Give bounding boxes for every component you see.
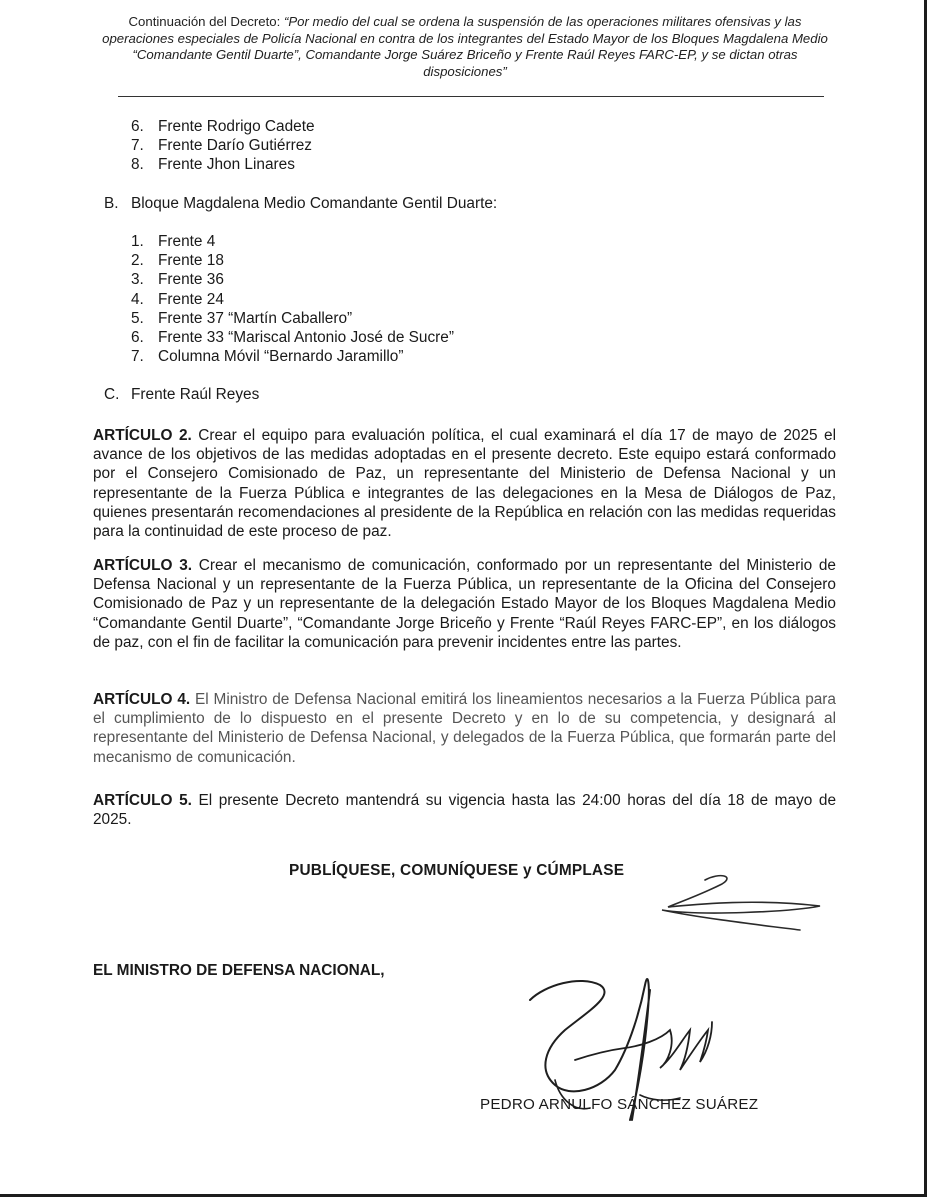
list-item: 1. Frente 4 <box>131 233 216 250</box>
article-label: ARTÍCULO 2. <box>93 427 192 444</box>
list-item: 2. Frente 18 <box>131 252 224 270</box>
list-item: 7. Frente Darío Gutiérrez <box>131 137 312 155</box>
list-item: 5. Frente 37 “Martín Caballero” <box>131 309 353 327</box>
initials-mark <box>662 876 820 930</box>
list-item: 4. Frente 24 <box>131 290 224 308</box>
list-item: 7. Columna Móvil “Bernardo Jaramillo” <box>131 348 404 366</box>
article-label: ARTÍCULO 3. <box>93 557 193 574</box>
minister-title: EL MINISTRO DE DEFENSA NACIONAL, <box>93 962 385 979</box>
article-text: Crear el equipo para evaluación política, el cual examinará el día 17 de mayo de 2025 el avance de los objetivos de las medidas adoptadas en el presente decreto. Este equipo estará conformado por el Consejero Comisionado de Paz, un representante del Ministerio de Defensa Nacional y un representante de la Fuerza Pública e integrantes de las delegaciones en la Mesa de Diálogos de Paz, quienes presentarán recomendaciones al presidente de la República en relación con las medidas requeridas para la continuidad de este proceso de paz. <box>93 427 836 541</box>
article-label: ARTÍCULO 4. <box>93 691 191 708</box>
list-item: 3. Frente 36 <box>131 271 224 289</box>
list-item: 8. Frente Jhon Linares <box>131 156 295 174</box>
list-item: 6. Frente 33 “Mariscal Antonio José de Sucre” <box>131 329 454 347</box>
article-text: El Ministro de Defensa Nacional emitirá los lineamientos necesarios a la Fuerza Pública para el cumplimiento de lo dispuesto en el presente Decreto y en lo de su competencia, y designará al representante del Ministerio de Defensa Nacional, y delegados de la Fuerza Pública, que formarán parte del mecanismo de comunicación. <box>93 691 836 766</box>
header-decree-title: “Por medio del cual se ordena la suspensión de las operaciones militares ofensivas y las operaciones especiales de Policía Nacional en contra de los integrantes del Estado Mayor de los Bloques Magdalena Medio “Comandante Gentil Duarte”, Comandante Jorge Suárez Briceño y Frente Raúl Reyes FARC-EP, y se dictan otras disposiciones” <box>102 14 828 79</box>
signer-name: PEDRO ARNULFO SÁNCHEZ SUÁREZ <box>480 1096 759 1113</box>
section-b-heading: B. Bloque Magdalena Medio Comandante Gentil Duarte: <box>104 195 498 212</box>
article-text: Crear el mecanismo de comunicación, conformado por un representante del Ministerio de Defensa Nacional y un representante de la Fuerza Pública, un representante de la Oficina del Consejero Comisionado de Paz y un representante de la delegación Estado Mayor de los Bloques Magdalena Medio “Comandante Gentil Duarte”, “Comandante Jorge Briceño y Frente “Raúl Reyes FARC-EP”, en los diálogos de paz, con el fin de facilitar la comunicación para prevenir incidentes entre las partes. <box>93 557 836 651</box>
closing-formula: PUBLÍQUESE, COMUNÍQUESE y CÚMPLASE <box>289 862 625 879</box>
article-label: ARTÍCULO 5. <box>93 792 192 809</box>
list-item: 6. Frente Rodrigo Cadete <box>131 118 315 135</box>
article-text: El presente Decreto mantendrá su vigencia hasta las 24:00 horas del día 18 de mayo de 2025. <box>93 792 837 829</box>
section-c-heading: C. Frente Raúl Reyes <box>104 386 260 403</box>
header-prefix: Continuación del Decreto: <box>128 14 284 29</box>
